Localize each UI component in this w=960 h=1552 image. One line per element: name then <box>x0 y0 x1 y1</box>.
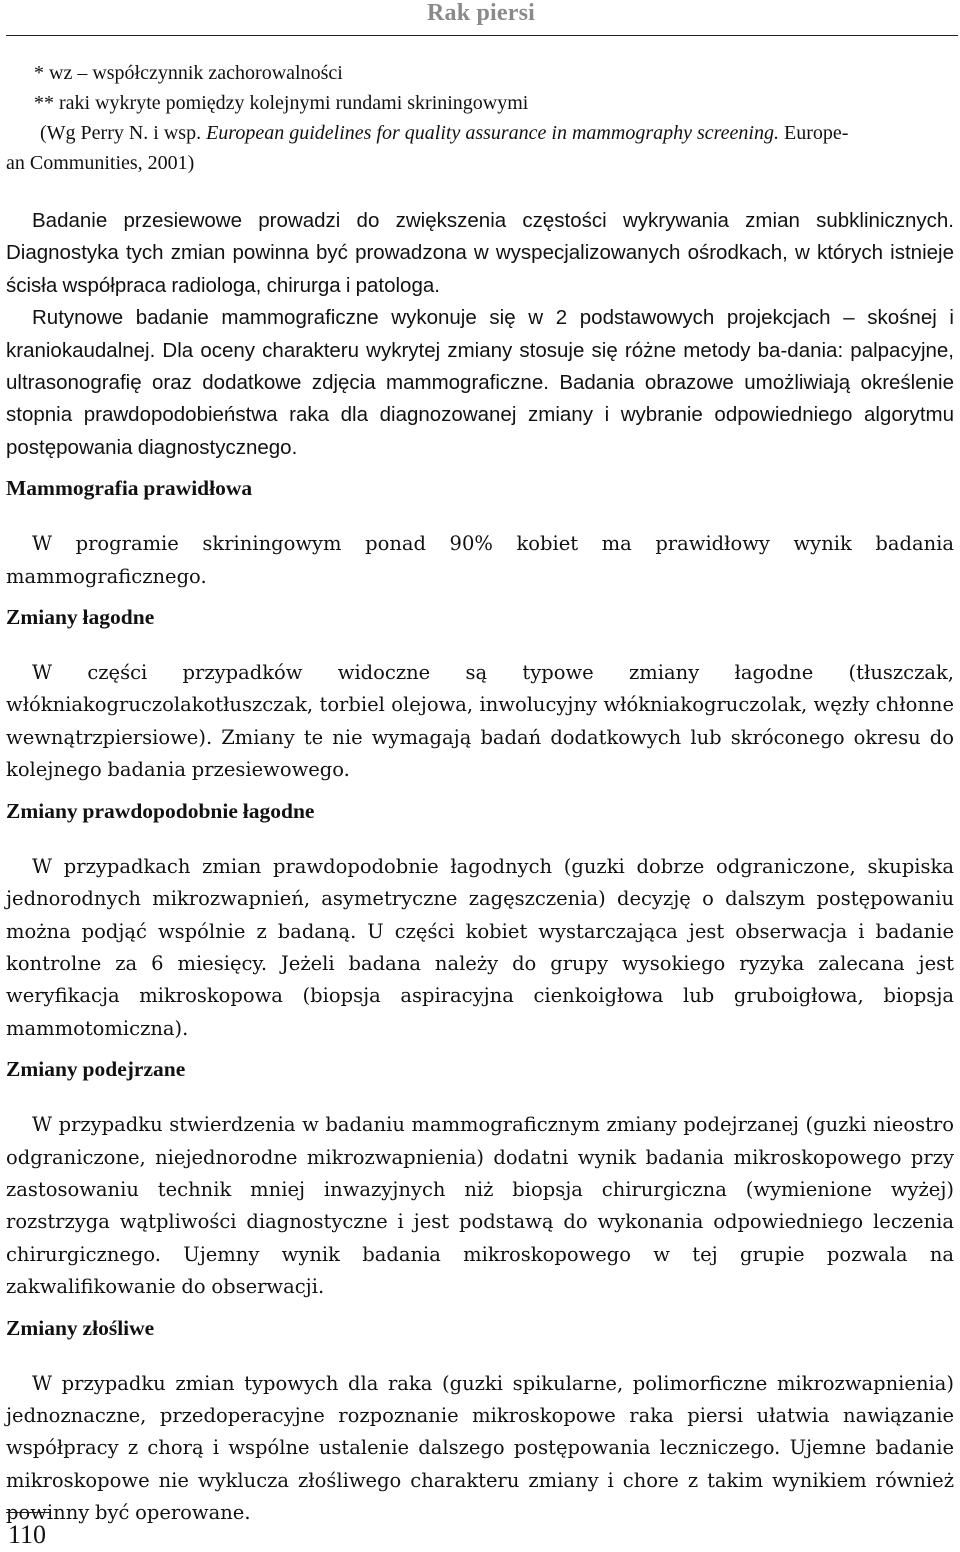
header-rule <box>6 35 958 36</box>
section-text-malignant: W przypadku zmian typowych dla raka (guzki spikularne, polimorficzne mikrozwapnienia) jednoznaczne, przedoperacyjne rozpoznanie mikroskopowe raka piersi ułatwia nawiązanie współpracy z chorą i wspólne ustalenie dalszego postępowania leczniczego. Ujemne badanie mikroskopowe nie wyklucza złośliwego charakteru zmiany i chore z takim wynikiem również powinny być operowane. <box>6 1371 954 1525</box>
footer-rule <box>6 1512 50 1513</box>
section-text-suspicious: W przypadku stwierdzenia w badaniu mammograficznym zmiany podejrzanej (guzki nieostro odgraniczone, niejednorodne mikrozwapnienia) dodatni wynik badania mikroskopowego przy zastosowaniu technik mniej inwazyjnych niż biopsja chirurgiczna (wymienione wyżej) rozstrzyga wątpliwości diagnostyczne i jest podstawą do wykonania odpowiedniego leczenia chirurgicznego. Ujemny wynik badania mikroskopowego w tej grupie pozwala na zakwalifikowanie do obserwacji. <box>6 1113 954 1299</box>
footnote-interval-cancers: ** raki wykryte pomiędzy kolejnymi rundami skriningowymi <box>34 92 529 114</box>
intro-paragraph-1: Badanie przesiewowe prowadzi do zwiększenia częstości wykrywania zmian subklinicznych. Diagnostyka tych zmian powinna być prowadzona w wyspecjalizowanych ośrodkach, w których istnieje ścisła współpraca radiologa, chirurga i patologa. <box>6 209 954 297</box>
section-heading-suspicious: Zmiany podejrzane <box>6 1057 186 1082</box>
article-body <box>6 205 954 1530</box>
section-text-benign-changes: W części przypadków widoczne są typowe zmiany łagodne (tłuszczak, włókniakogruczolakotłuszczak, torbiel olejowa, inwolucyjny włókniakogruczolak, węzły chłonne wewnątrzpiersiowe). Zmiany te nie wymagają badań dodatkowych lub skróconego okresu do kolejnego badania przesiewowego. <box>6 661 954 782</box>
section-heading-normal-mammography: Mammografia prawidłowa <box>6 476 253 501</box>
reference-text-end: Europe- <box>778 122 849 144</box>
section-text-normal-mammography: W programie skriningowym ponad 90% kobiet ma prawidłowy wynik badania mammograficznego. <box>6 532 954 588</box>
section-heading-malignant: Zmiany złośliwe <box>6 1315 155 1340</box>
footnote-reference-line-1 <box>40 118 848 148</box>
page-number: 110 <box>8 1520 47 1549</box>
section-heading-benign-changes: Zmiany łagodne <box>6 605 155 630</box>
running-header: Rak piersi <box>426 0 535 26</box>
reference-title: European guidelines for quality assurance in mammography screening. <box>206 122 779 144</box>
reference-text: (Wg Perry N. i wsp. <box>40 122 207 144</box>
section-heading-probably-benign: Zmiany prawdopodobnie łagodne <box>6 798 315 823</box>
footnote-wz: * wz – współczynnik zachorowalności <box>34 62 343 84</box>
section-text-probably-benign: W przypadkach zmian prawdopodobnie łagodnych (guzki dobrze odgraniczone, skupiska jednorodnych mikrozwapnień, asymetryczne zagęszczenia) decyzję o dalszym postępowaniu można podjąć wspólnie z badaną. U części kobiet wystarczająca jest obserwacja i badanie kontrolne za 6 miesięcy. Jeżeli badana należy do grupy wysokiego ryzyka zalecana jest weryfikacja mikroskopowa (biopsja aspiracyjna cienkoigłowa lub gruboigłowa, biopsja mammotomiczna). <box>6 854 954 1040</box>
footnote-reference-line-2: an Communities, 2001) <box>6 152 195 174</box>
intro-paragraph-2-part-b: dania: palpacyjne, ultrasonografię oraz dodatkowe zdjęcia mammograficzne. Badania obrazowe umożliwiają określenie stopnia prawdopodobieństwa raka dla diagnozowanej zmiany i wybranie odpowiedniego algorytmu postępowania diagnostycznego. <box>6 338 955 459</box>
intro-paragraph-2 <box>6 302 954 464</box>
intro-paragraph-2-part-a: Rutynowe badanie mammograficzne wykonuje się w 2 podstawowych projekcjach – skośnej i kraniokaudalnej. Dla oceny charakteru wykrytej zmiany stosuje się różne metody ba- <box>6 306 954 362</box>
